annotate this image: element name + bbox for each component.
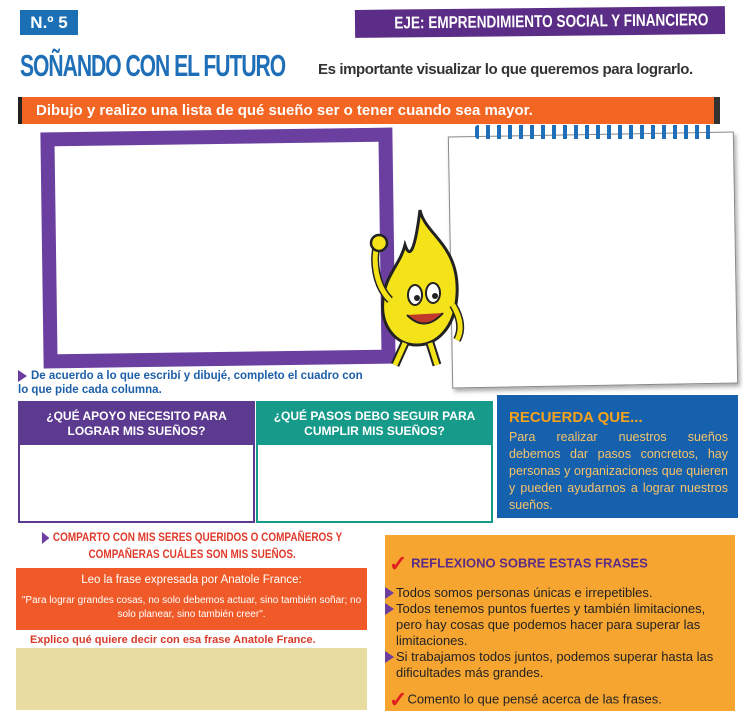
support-column[interactable]	[18, 401, 255, 523]
bullet-arrow-icon	[385, 587, 394, 599]
steps-column-header: ¿QUÉ PASOS DEBO SEGUIR PARA CUMPLIR MIS SUEÑOS?	[258, 403, 491, 445]
reminder-body: Para realizar nuestros sueños debemos dar pasos concretos, hay personas y organizaciones que quieren y pueden ayudarnos a lograr nuestros sueños.	[509, 430, 728, 512]
reflection-item	[385, 585, 729, 601]
reflection-item	[385, 649, 729, 681]
list-notepad[interactable]	[448, 132, 738, 389]
axis-banner-text: EJE: EMPRENDIMIENTO SOCIAL Y FINANCIERO	[394, 10, 709, 33]
reflection-item-text: Todos somos personas únicas e irrepetibles.	[396, 585, 653, 600]
bullet-arrow-icon	[385, 651, 394, 663]
explanation-answer-area[interactable]	[16, 648, 367, 710]
quote-text: "Para lograr grandes cosas, no solo debemos actuar, sino también soñar; no solo planear, sino también creer".	[21, 595, 362, 620]
page-title: SOÑANDO CON EL FUTURO	[20, 48, 286, 83]
checkmark-icon: ✓	[389, 551, 408, 576]
share-instruction	[22, 529, 362, 563]
reflection-box	[385, 535, 735, 711]
quote-box	[16, 568, 367, 630]
table-instruction	[18, 369, 363, 397]
steps-column[interactable]	[256, 401, 493, 523]
comment-text: Comento lo que pensé acerca de las frases.	[407, 691, 662, 707]
page-subtitle: Es importante visualizar lo que queremos para lograrlo.	[318, 61, 693, 78]
reminder-box	[497, 395, 738, 518]
activity-banner: Dibujo y realizo una lista de qué sueño ser o tener cuando sea mayor.	[18, 97, 720, 124]
reflection-item-text: Todos tenemos puntos fuertes y también limitaciones, pero hay cosas que podemos hacer para superar las limitaciones.	[396, 601, 706, 648]
checkmark-icon: ✓	[389, 687, 408, 712]
bullet-arrow-icon	[18, 370, 27, 382]
axis-banner	[355, 6, 725, 38]
reflection-title-text: REFLEXIONO SOBRE ESTAS FRASES	[411, 555, 648, 571]
quote-heading: Leo la frase expresada por Anatole France:	[81, 574, 302, 586]
support-column-header: ¿QUÉ APOYO NECESITO PARA LOGRAR MIS SUEÑOS?	[20, 403, 253, 445]
reflection-item	[385, 601, 729, 649]
bullet-arrow-icon	[42, 532, 49, 544]
bullet-arrow-icon	[385, 603, 394, 615]
lesson-number-badge: N.º 5	[20, 10, 78, 35]
drawing-frame[interactable]	[40, 128, 395, 369]
comment-instruction	[389, 687, 729, 713]
reminder-title: RECUERDA QUE...	[509, 409, 643, 426]
reflection-title	[389, 551, 729, 577]
instruction-text: De acuerdo a lo que escribí y dibujé, completo el cuadro con lo que pide cada columna.	[18, 370, 363, 396]
share-text: COMPARTO CON MIS SERES QUERIDOS O COMPAÑEROS Y COMPAÑERAS CUÁLES SON MIS SUEÑOS.	[52, 530, 343, 561]
explain-instruction: Explico qué quiere decir con esa frase Anatole France.	[30, 634, 316, 646]
reflection-item-text: Si trabajamos todos juntos, podemos superar hasta las dificultades más grandes.	[396, 649, 714, 680]
notepad-spiral-icon	[475, 125, 715, 139]
flame-mascot-icon	[365, 205, 475, 370]
